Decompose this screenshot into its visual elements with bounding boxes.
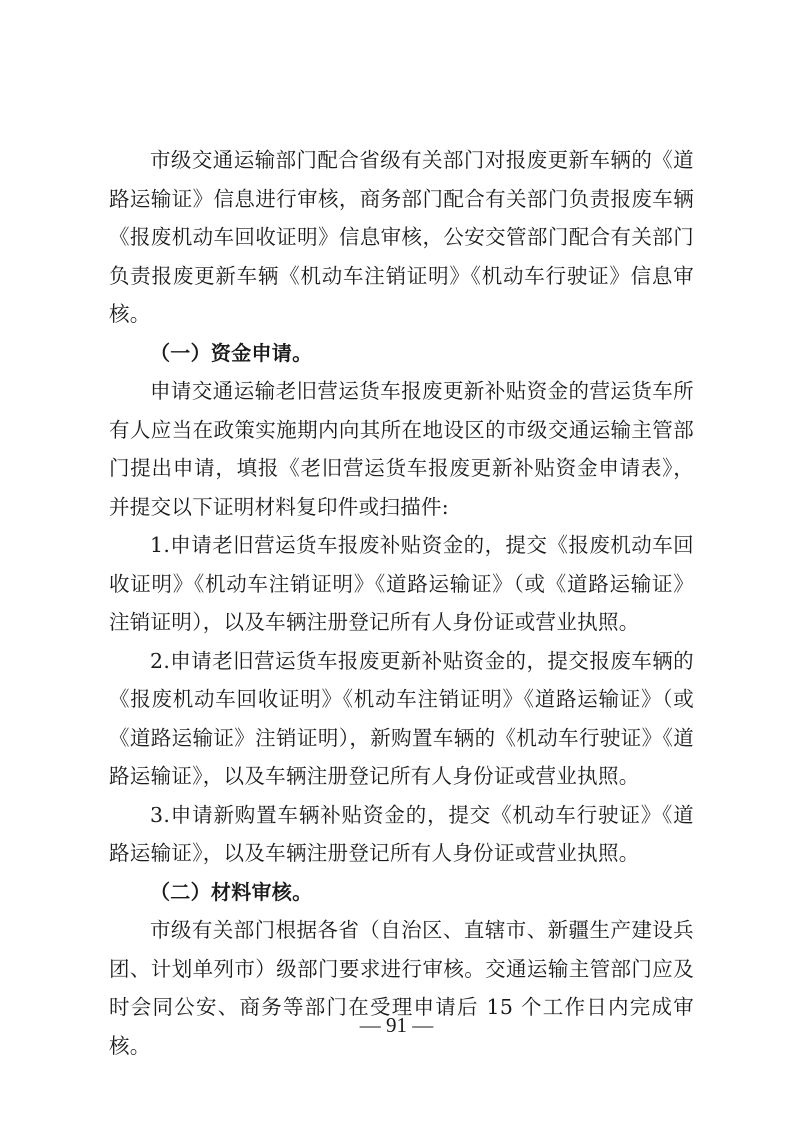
paragraph-review-duties: 市级交通运输部门配合省级有关部门对报废更新车辆的《道路运输证》信息进行审核，商务部门配合有关部门负责报废车辆《报废机动车回收证明》信息审核，公安交管部门配合有关部门负责报废更新车辆《机动车注销证明》《机动车行驶证》信息审核。 [109, 148, 694, 326]
paragraph-application-requirements: 申请交通运输老旧营运货车报废更新补贴资金的营运货车所有人应当在政策实施期内向其所在地设区的市级交通运输主管部门提出申请，填报《老旧营运货车报废更新补贴资金申请表》，并提交以下证明材料复印件或扫描件: [109, 379, 694, 519]
document-body [109, 141, 694, 1065]
paragraph-item-3: 3.申请新购置车辆补贴资金的，提交《机动车行驶证》《道路运输证》，以及车辆注册登记所有人身份证或营业执照。 [109, 802, 694, 865]
paragraph-item-1: 1.申请老旧营运货车报废补贴资金的，提交《报废机动车回收证明》《机动车注销证明》《道路运输证》（或《道路运输证》注销证明），以及车辆注册登记所有人身份证或营业执照。 [109, 533, 694, 634]
section-heading-fund-application: （一）资金申请。 [150, 340, 313, 365]
paragraph-item-2: 2.申请老旧营运货车报废更新补贴资金的，提交报废车辆的《报废机动车回收证明》《机动车注销证明》《道路运输证》（或《道路运输证》注销证明），新购置车辆的《机动车行驶证》《道路运输证》，以及车辆注册登记所有人身份证或营业执照。 [109, 648, 694, 788]
paragraph-review-process: 市级有关部门根据各省（自治区、直辖市、新疆生产建设兵团、计划单列市）级部门要求进行审核。交通运输主管部门应及时会同公安、商务等部门在受理申请后 15 个工作日内完成审核。 [109, 918, 694, 1058]
page-number: — 91 — [359, 1013, 434, 1037]
section-heading-material-review: （二）材料审核。 [150, 879, 313, 904]
